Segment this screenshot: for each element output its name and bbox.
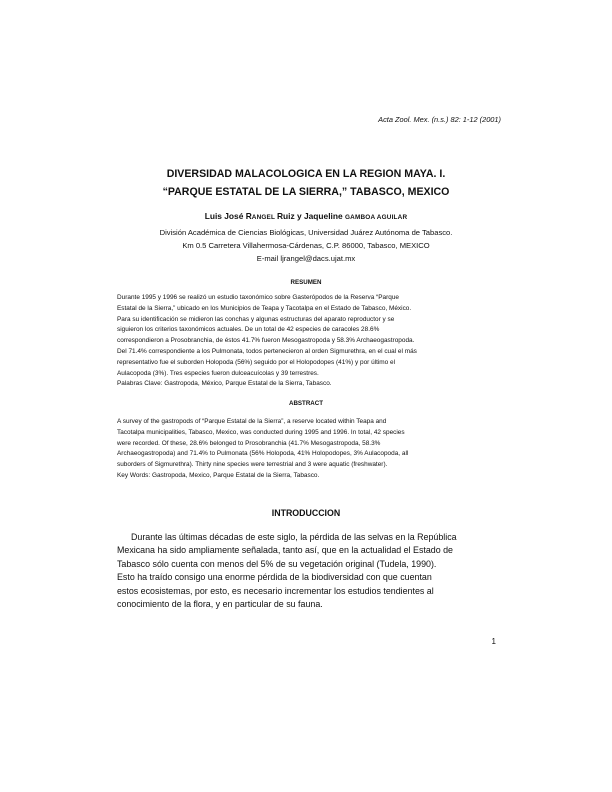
resumen-line: correspondieron a Prosobranchia, de éstos 41.7% fueron Mesogastropoda y 58.3% Archaeogastropoda.	[117, 337, 415, 345]
resumen-line: representativo fue el suborden Holopoda (56%) seguido por el Holopodopes (41%) y por último el	[117, 358, 396, 366]
author-1-second-surname: Ruiz	[276, 211, 295, 221]
resumen-line: Aulacopoda (3%). Tres especies fueron dulceacuícolas y 39 terrestres.	[117, 369, 319, 377]
abstract-line: suborders of Sigmurethra). Thirty nine species were terrestrial and 3 were aquatic (freshwater).	[117, 461, 388, 469]
introduccion-line: Mexicana ha sido ampliamente señalada, tanto así, que en la actualidad el Estado de	[117, 545, 453, 556]
author-2-given-name: Jaqueline	[303, 211, 345, 221]
resumen-line: siguieron los criterios taxonómicos actuales. De un total de 42 especies de caracoles 28.6%	[117, 326, 380, 334]
affiliation-block	[0, 226, 612, 265]
introduccion-line: Tabasco sólo cuenta con menos del 5% de su vegetación original (Tudela, 1990).	[117, 558, 437, 569]
author-1-surname: ANGEL	[251, 214, 277, 221]
resumen-line: Del 71.4% correspondiente a los Pulmonata, todos pertenecieron al orden Sigmurethra, en el cual el más	[117, 347, 417, 355]
page-number: 1	[491, 637, 496, 646]
resumen-body	[117, 293, 494, 390]
author-line	[0, 211, 612, 221]
affiliation-email: E-mail ljrangel@dacs.ujat.mx	[256, 254, 356, 263]
author-1-given-name: Luis José	[204, 211, 246, 221]
introduccion-heading: INTRODUCCION	[271, 508, 341, 518]
author-conjunction: y	[294, 211, 304, 221]
introduccion-line: conocimiento de la flora, y en particular de su fauna.	[117, 599, 323, 610]
paper-title	[0, 165, 612, 201]
abstract-keywords: Key Words: Gastropoda, Mexico, Parque Estatal de la Sierra, Tabasco.	[117, 471, 320, 479]
introduccion-line: Durante las últimas décadas de este siglo, la pérdida de las selvas en la República	[131, 532, 457, 542]
introduccion-line: estos ecosistemas, por esto, es necesario incrementar los estudios tendientes al	[117, 585, 434, 596]
abstract-line: Archaeogastropoda) and 71.4% to Pulmonata (56% Holopoda, 41% Holopodopes, 3% Aulacopoda, all	[117, 450, 409, 458]
abstract-line: Tacotalpa municipalities, Tabasco, Mexico, was conducted during 1995 and 1996. In total, 42 species	[117, 428, 405, 436]
resumen-keywords: Palabras Clave: Gastropoda, México, Parque Estatal de la Sierra, Tabasco.	[117, 380, 332, 388]
affiliation-address: Km 0.5 Carretera Villahermosa-Cárdenas, C.P. 86000, Tabasco, MEXICO	[182, 241, 430, 250]
resumen-line: Estatal de la Sierra,” ubicado en los Municipios de Teapa y Tacotalpa en el Estado de Tabasco, México.	[117, 304, 412, 312]
abstract-line: were recorded. Of these, 28.6% belonged to Prosobranchia (41.7% Mesogastropoda, 58.3%	[117, 439, 381, 447]
journal-reference: Acta Zool. Mex. (n.s.) 82: 1-12 (2001)	[378, 115, 501, 124]
introduccion-line: Esto ha traído consigo una enorme pérdida de la biodiversidad con que cuentan	[117, 572, 432, 583]
author-2-surname: GAMBOA AGUILAR	[344, 214, 408, 221]
abstract-body	[117, 417, 494, 482]
author-1-surname-initial: R	[245, 211, 252, 221]
introduccion-body	[117, 531, 494, 611]
affiliation-institution: División Académica de Ciencias Biológicas, Universidad Juárez Autónoma de Tabasco.	[159, 228, 453, 237]
title-line-1: DIVERSIDAD MALACOLOGICA EN LA REGION MAYA. I.	[166, 168, 446, 180]
resumen-line: Durante 1995 y 1996 se realizó un estudio taxonómico sobre Gasterópodos de la Reserva “Parque	[117, 294, 399, 301]
abstract-line: A survey of the gastropods of “Parque Estatal de la Sierra”, a reserve located within Teapa and	[117, 418, 387, 425]
resumen-heading: RESUMEN	[290, 279, 322, 286]
abstract-heading: ABSTRACT	[288, 400, 324, 407]
resumen-line: Para su identificación se midieron las conchas y algunas estructuras del aparato reproductor y se	[117, 315, 395, 323]
title-line-2: “PARQUE ESTATAL DE LA SIERRA,” TABASCO, MEXICO	[162, 186, 450, 198]
